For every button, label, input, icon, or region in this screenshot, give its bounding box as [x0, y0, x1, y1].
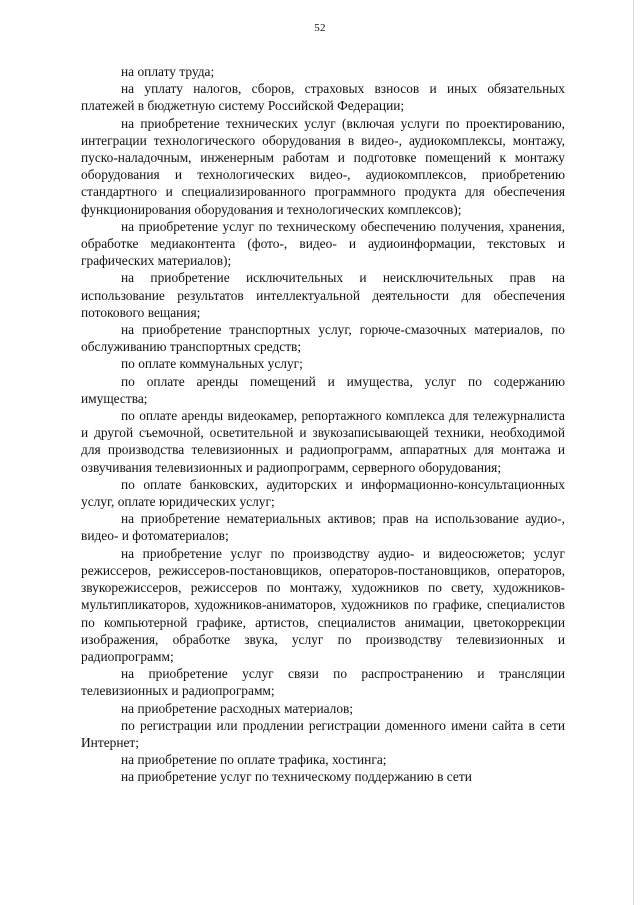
- paragraph-media-content: на приобретение услуг по техническому обеспечению получения, хранения, обработке медиаконтента (фото-, видео- и аудиоинформации, текстовых и графических материалов);: [81, 218, 565, 269]
- paragraph-intangible-assets: на приобретение нематериальных активов; прав на использование аудио-, видео- и фотоматериалов;: [81, 511, 565, 544]
- paragraph-labor-payment: на оплату труда;: [121, 64, 215, 79]
- document-body: [81, 63, 565, 786]
- page-edge: [633, 0, 634, 905]
- paragraph-consumables: на приобретение расходных материалов;: [121, 700, 354, 716]
- paragraph-intellectual-rights: на приобретение исключительных и неисключительных прав на использование результатов интеллектуальной деятельности для обеспечения потокового вещания;: [81, 270, 565, 320]
- paragraph-production-services: на приобретение услуг по производству аудио- и видеосюжетов; услуг режиссеров, режиссеров-постановщиков, операторов-постановщиков, операторов, звукорежиссеров, режиссеров по монтажу, художников по свету, художников-мультипликаторов, художников-аниматоров, художников по графике, специалистов по компьютерной графике, артистов, специалистов анимации, цветокоррекции изображения, обработке звука, услуг по производству телевизионных и радиопрограмм;: [81, 545, 565, 664]
- paragraph-traffic-hosting: на приобретение по оплате трафика, хостинга;: [121, 752, 387, 768]
- paragraph-taxes: на уплату налогов, сборов, страховых взносов и иных обязательных платежей в бюджетную систему Российской Федерации;: [81, 81, 565, 114]
- paragraph-technical-services: на приобретение технических услуг (включая услуги по проектированию, интеграции технологического оборудования в видео-, аудиокомплексы, монтажу, пуско-наладочным, инженерным работам и подготовке помещений к монтажу оборудования и технологических видео-, аудиокомплексов, приобретению стандартного и специализированного программного продукта для обеспечения функционирования оборудования и технологических комплексов);: [81, 115, 565, 217]
- paragraph-banking-services: по оплате банковских, аудиторских и информационно-консультационных услуг, оплате юридических услуг;: [81, 476, 565, 510]
- paragraph-utilities: по оплате коммунальных услуг;: [121, 356, 303, 372]
- page-number: 52: [314, 22, 326, 34]
- paragraph-domain-registration: по регистрации или продлении регистрации доменного имени сайта в сети Интернет;: [81, 717, 565, 750]
- paragraph-broadcast-services: на приобретение услуг связи по распространению и трансляции телевизионных и радиопрограмм;: [81, 666, 565, 699]
- paragraph-premises-rent: по оплате аренды помещений и имущества, услуг по содержанию имущества;: [81, 373, 565, 406]
- paragraph-technical-support: на приобретение услуг по техническому поддержанию в сети: [121, 769, 472, 785]
- paragraph-equipment-rent: по оплате аренды видеокамер, репортажного комплекса для тележурналиста и другой съемочной, осветительной и звукозаписывающей техники, необходимой для производства телевизионных и радиопрограмм, аппаратных для монтажа и озвучивания телевизионных и радиопрограмм, серверного оборудования;: [81, 408, 565, 475]
- paragraph-transport: на приобретение транспортных услуг, горюче-смазочных материалов, по обслуживанию транспортных средств;: [81, 322, 565, 355]
